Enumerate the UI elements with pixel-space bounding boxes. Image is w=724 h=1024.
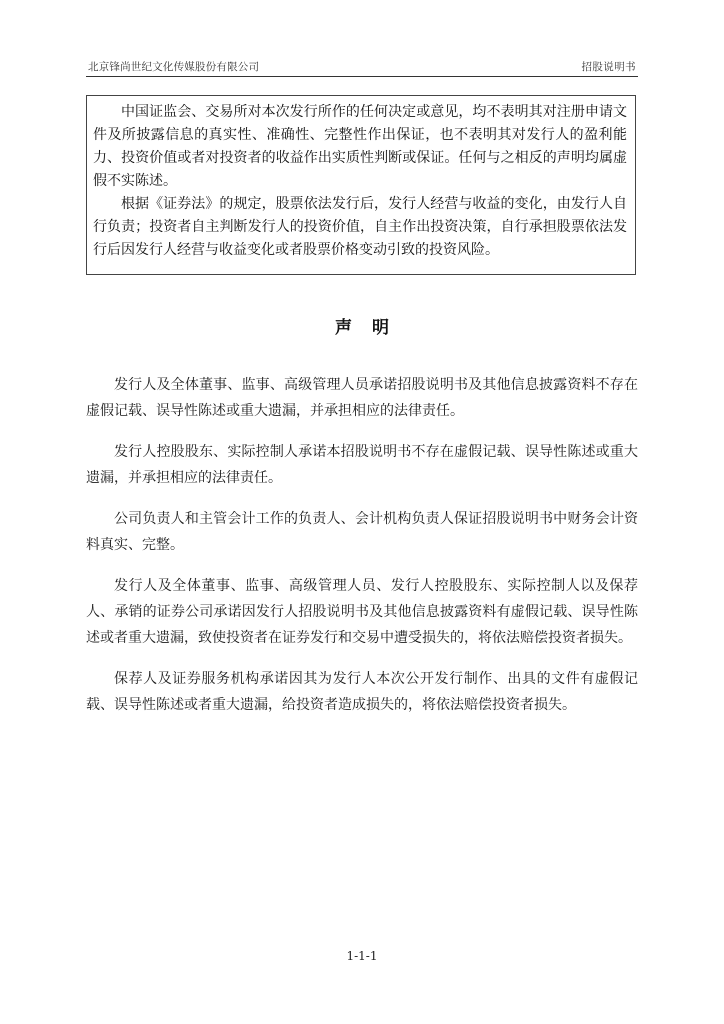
declaration-paragraph: 公司负责人和主管会计工作的负责人、会计机构负责人保证招股说明书中财务会计资料真实、完整。: [86, 511, 638, 553]
declaration-title: 声明: [335, 318, 409, 338]
page-number: 1-1-1: [346, 949, 378, 963]
declaration-paragraph: 发行人及全体董事、监事、高级管理人员承诺招股说明书及其他信息披露资料不存在虚假记载、误导性陈述或重大遗漏，并承担相应的法律责任。: [86, 377, 638, 419]
header-document-type: 招股说明书: [581, 61, 636, 73]
header-company-name: 北京锋尚世纪文化传媒股份有限公司: [88, 61, 260, 73]
notice-paragraph: 根据《证券法》的规定，股票依法发行后，发行人经营与收益的变化，由发行人自行负责；投资者自主判断发行人的投资价值，自主作出投资决策，自行承担股票依法发行后因发行人经营与收益变化或者股票价格变动引致的投资风险。: [93, 196, 627, 258]
declaration-paragraph: 发行人及全体董事、监事、高级管理人员、发行人控股股东、实际控制人以及保荐人、承销的证券公司承诺因发行人招股说明书及其他信息披露资料有虚假记载、误导性陈述或者重大遗漏，致使投资者在证券发行和交易中遭受损失的，将依法赔偿投资者损失。: [86, 578, 638, 646]
declaration-paragraph: 保荐人及证券服务机构承诺因其为发行人本次公开发行制作、出具的文件有虚假记载、误导性陈述或者重大遗漏，给投资者造成损失的，将依法赔偿投资者损失。: [86, 671, 638, 713]
declaration-body: [86, 372, 638, 733]
declaration-paragraph: 发行人控股股东、实际控制人承诺本招股说明书不存在虚假记载、误导性陈述或重大遗漏，并承担相应的法律责任。: [86, 444, 638, 486]
page-header: [86, 58, 638, 77]
notice-paragraph: 中国证监会、交易所对本次发行所作的任何决定或意见，均不表明其对注册申请文件及所披露信息的真实性、准确性、完整性作出保证，也不表明其对发行人的盈利能力、投资价值或者对投资者的收益作出实质性判断或保证。任何与之相反的声明均属虚假不实陈述。: [93, 104, 627, 189]
regulatory-notice-box: [86, 95, 636, 275]
